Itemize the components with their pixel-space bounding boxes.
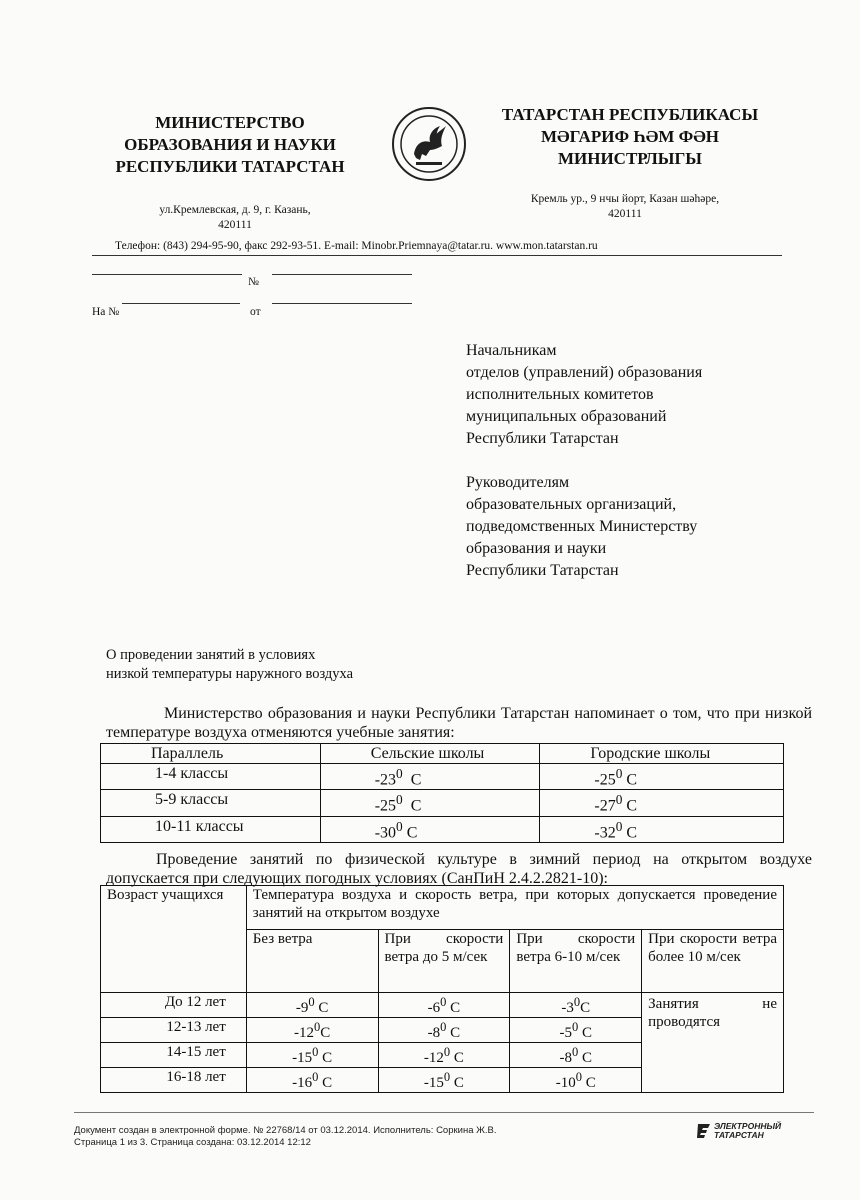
table-header-row bbox=[101, 886, 784, 930]
number-label: № bbox=[248, 276, 259, 288]
address-ru: ул.Кремлевская, д. 9, г. Казань, 420111 bbox=[159, 204, 311, 231]
temp-cell: $-8^0$ C bbox=[510, 1043, 642, 1068]
subheader-wind-10plus: При скорости ветра более 10 м/сек bbox=[642, 930, 784, 993]
header-rural: Сельские школы bbox=[320, 744, 540, 764]
from-label: от bbox=[250, 306, 261, 318]
table-row: 1-4 классы $-23^0$ C $-25^0$ C bbox=[101, 764, 784, 790]
header-urban: Городские школы bbox=[540, 744, 784, 764]
footer-divider bbox=[74, 1112, 814, 1113]
number-field-line bbox=[272, 274, 412, 275]
contact-line: Телефон: (843) 294-95-90, факс 292-93-51. E-mail: Minobr.Priemnaya@tatar.ru. www.mon.tatarstan.ru bbox=[115, 240, 598, 252]
temp-cell: $-10^0$ C bbox=[510, 1068, 642, 1093]
letter-subject: О проведении занятий в условиях низкой температуры наружного воздуха bbox=[106, 647, 354, 682]
temp-cell: $-25^0$ C bbox=[320, 790, 540, 816]
temp-cell: $-27^0$ C bbox=[540, 790, 784, 816]
table-row: 14-15 лет $-15^0$ C $-12^0$ C $-8^0$ C bbox=[101, 1043, 784, 1068]
pe-conditions-table bbox=[100, 885, 784, 1093]
temp-cell: $-15^0$ C bbox=[246, 1043, 378, 1068]
footer-note: Документ создан в электронной форме. № 22768/14 от 03.12.2014. Исполнитель: Соркина Ж.В. Страница 1 из 3. Страница создана: 03.12.2014 12:12 bbox=[74, 1125, 497, 1148]
electronic-tatarstan-logo-icon bbox=[696, 1122, 712, 1140]
ministry-name-tt: ТАТАРСТАН РЕСПУБЛИКАСЫ МӘГАРИФ ҺӘМ ФӘН МИНИСТРЛЫГЫ bbox=[501, 105, 759, 168]
no-classes-cell: Занятия не проводятся bbox=[642, 993, 784, 1093]
ref-label: На № bbox=[92, 306, 120, 318]
temp-cell: $-30^0$ C bbox=[320, 816, 540, 842]
subheader-wind-6-10: При скорости ветра 6-10 м/сек bbox=[510, 930, 642, 993]
table-row: 10-11 классы $-30^0$ C $-32^0$ C bbox=[101, 816, 784, 842]
header-main: Температура воздуха и скорость ветра, при которых допускается проведение занятий на открытом воздухе bbox=[246, 886, 783, 930]
temp-cell: $-3^0C$ bbox=[510, 993, 642, 1018]
table-row: 5-9 классы $-25^0$ C $-27^0$ C bbox=[101, 790, 784, 816]
cancellation-table bbox=[100, 743, 784, 843]
header-age: Возраст учащихся bbox=[101, 886, 247, 993]
table-row: До 12 лет $-9^0$ C $-6^0$ C $-3^0C$ Занятия не проводятся bbox=[101, 993, 784, 1018]
table-row: 16-18 лет $-16^0$ C $-15^0$ C $-10^0$ C bbox=[101, 1068, 784, 1093]
address-tt: Кремль ур., 9 нчы йорт, Казан шәһәре, 420111 bbox=[530, 193, 720, 220]
temp-cell: $-25^0$ C bbox=[540, 764, 784, 790]
subheader-wind-5: При скорости ветра до 5 м/сек bbox=[378, 930, 510, 993]
temp-cell: $-9^0$ C bbox=[246, 993, 378, 1018]
temp-cell: $-12^0$ C bbox=[378, 1043, 510, 1068]
temp-cell: $-12^0C$ bbox=[246, 1018, 378, 1043]
temp-cell: $-23^0$ C bbox=[320, 764, 540, 790]
temp-cell: $-6^0$ C bbox=[378, 993, 510, 1018]
table-row: 12-13 лет $-12^0C$ $-8^0$ C $-5^0$ C bbox=[101, 1018, 784, 1043]
header-divider bbox=[92, 255, 782, 256]
from-field-line bbox=[272, 303, 412, 304]
ministry-name-ru: МИНИСТЕРСТВО ОБРАЗОВАНИЯ И НАУКИ РЕСПУБЛИКИ ТАТАРСТАН bbox=[115, 113, 345, 176]
temp-cell: $-5^0$ C bbox=[510, 1018, 642, 1043]
temp-cell: $-15^0$ C bbox=[378, 1068, 510, 1093]
table-header-row bbox=[101, 744, 784, 764]
paragraph-cancellation: Министерство образования и науки Республики Татарстан напоминает о том, что при низкой температуре воздуха отменяются учебные занятия: bbox=[106, 705, 812, 741]
temp-cell: $-16^0$ C bbox=[246, 1068, 378, 1093]
date-field-line bbox=[92, 274, 242, 275]
temp-cell: $-32^0$ C bbox=[540, 816, 784, 842]
header-grade: Параллель bbox=[101, 744, 321, 764]
tatarstan-emblem-icon bbox=[390, 104, 468, 184]
subheader-no-wind: Без ветра bbox=[246, 930, 378, 993]
addressee-group-2: Руководителям образовательных организаций, подведомственных Министерству образования и науки Республики Татарстан bbox=[466, 474, 698, 579]
temp-cell: $-8^0$ C bbox=[378, 1018, 510, 1043]
electronic-tatarstan-logo-text: ЭЛЕКТРОННЫЙ ТАТАРСТАН bbox=[714, 1121, 782, 1140]
addressee-group-1: Начальникам отделов (управлений) образования исполнительных комитетов муниципальных образований Республики Татарстан bbox=[466, 342, 703, 447]
paragraph-pe-conditions: Проведение занятий по физической культуре в зимний период на открытом воздухе допускается при следующих погодных условиях (СанПиН 2.4.2.2821-10): bbox=[106, 851, 812, 887]
ref-field-line bbox=[122, 303, 240, 304]
